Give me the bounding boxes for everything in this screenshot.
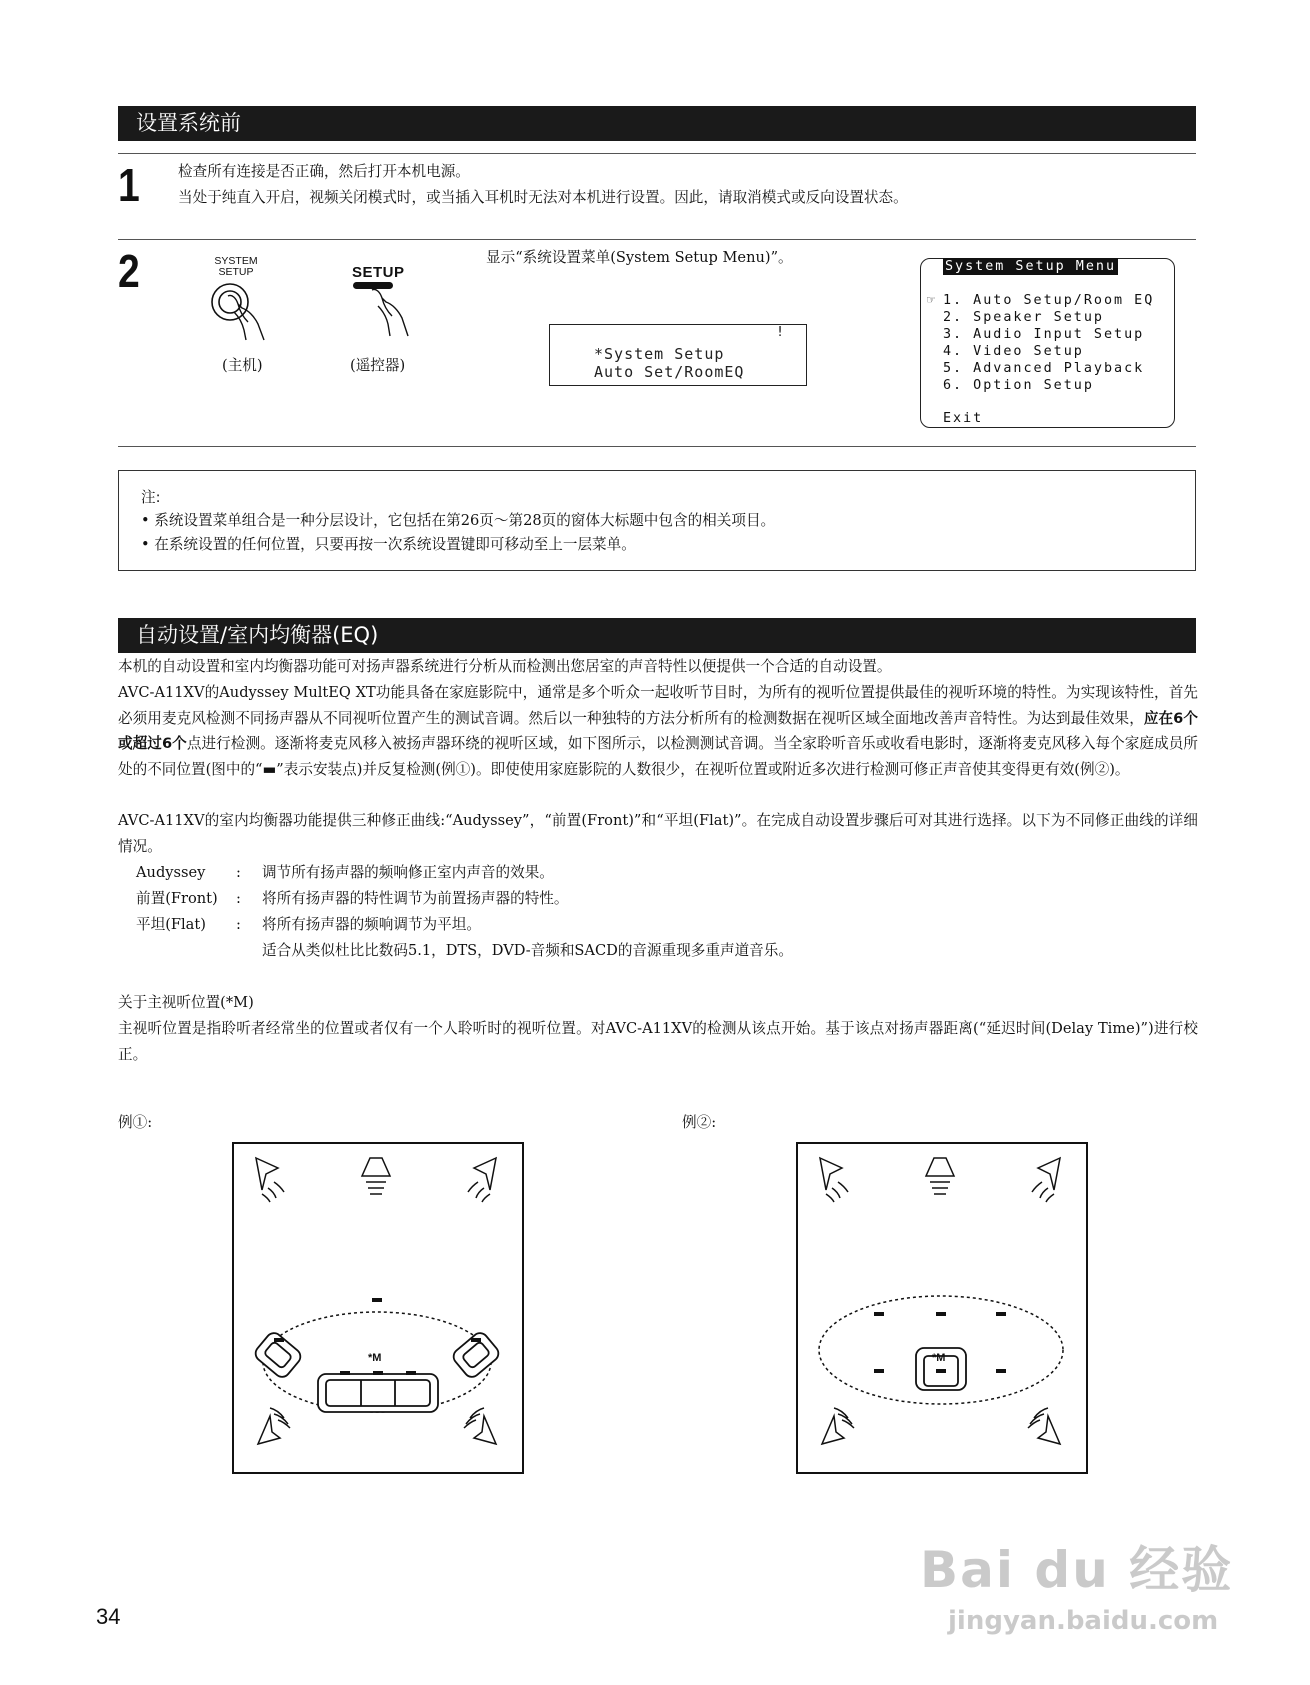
paragraph-multeq: AVC-A11XV的Audyssey MultEQ XT功能具备在家庭影院中，通常是多个听众一起收听节目时，为所有的视听位置提供最佳的视听环境的特性。为实现该特性，首先必须用麦克风检测不同扬声器从不同视听位置产生的测试音调。然后以一种独特的方法分析所有的检测数据在视听区域全面地改善声音特性。为达到最佳效果，应在6个或超过6个点进行检测。逐渐将麦克风移入被扬声器环绕的视听区域，如下图所示，以检测测试音调。当全家聆听音乐或收看电影时，逐渐将麦克风移入每个家庭成员所处的不同位置(图中的“▬”表示安装点)并反复检测(例①)。即使使用家庭影院的人数很少，在视听位置或附近多次进行检测可修正声音使其变得更有效(例②)。 (118, 684, 1198, 778)
note-bullet: • 系统设置菜单组合是一种分层设计，它包括在第26页～第28页的窗体大标题中包含的相关项目。 (141, 512, 776, 529)
speaker-surround-left-icon (822, 1408, 854, 1444)
mic-position-mark (340, 1371, 350, 1375)
mic-position-mark (372, 1298, 382, 1302)
remote-setup-label: SETUP (352, 264, 405, 281)
paragraph-main-position: 主视听位置是指聆听者经常坐的位置或者仅有一个人聆听时的视听位置。对AVC-A11XV的检测从该点开始。基于该点对扬声器距离(“延迟时间(Delay Time)”)进行校正。 (118, 1020, 1198, 1063)
osd-item[interactable]: 3. Audio Input Setup (943, 327, 1145, 342)
mic-position-mark (471, 1338, 481, 1342)
lcd-indicator: ! (776, 325, 784, 340)
osd-item[interactable]: 1. Auto Setup/Room EQ (943, 293, 1155, 308)
curve-name-front: 前置(Front) (136, 890, 218, 907)
watermark-url: jingyan.baidu.com (948, 1606, 1219, 1636)
section-title-before-setup: 设置系统前 (118, 106, 1196, 141)
main-position-label: *M (932, 1352, 946, 1364)
mic-position-mark (996, 1369, 1006, 1373)
page-number: 34 (96, 1604, 121, 1629)
note-box (118, 470, 1196, 571)
curve-sep: : (236, 916, 241, 933)
speaker-front-left-icon (256, 1158, 284, 1202)
main-position-label: *M (368, 1352, 382, 1364)
note-bullet: • 在系统设置的任何位置，只要再按一次系统设置键即可移动至上一层菜单。 (141, 536, 636, 553)
mic-position-mark (936, 1369, 946, 1373)
curve-desc-front: 将所有扬声器的特性调节为前置扬声器的特性。 (262, 890, 569, 907)
sofa-icon (318, 1374, 438, 1412)
curve-name-audyssey: Audyssey (136, 864, 206, 881)
mic-position-mark: ▬ (262, 760, 277, 778)
remote-setup-button[interactable] (352, 282, 432, 344)
pointing-hand-icon (372, 289, 408, 336)
main-unit-caption: (主机) (222, 357, 263, 374)
system-setup-menu-osd (920, 258, 1175, 428)
curve-desc-audyssey: 调节所有扬声器的频响修正室内声音的效果。 (262, 864, 554, 881)
system-setup-button-label: SYSTEM SETUP (214, 255, 258, 278)
speaker-surround-right-icon (464, 1408, 496, 1444)
watermark-brand: Bai du 经验 (920, 1541, 1234, 1599)
curve-sep: : (236, 864, 241, 881)
osd-item[interactable]: 5. Advanced Playback (943, 361, 1145, 376)
pointing-hand-icon (228, 295, 264, 340)
front-panel-display (549, 324, 807, 386)
paragraph-curves: AVC-A11XV的室内均衡器功能提供三种修正曲线:“Audyssey”，“前置(Front)”和“平坦(Flat)”。在完成自动设置步骤后可对其进行选择。以下为不同修正曲线的详细情况。 (118, 812, 1198, 855)
speaker-surround-left-icon (258, 1408, 290, 1444)
osd-exit[interactable]: Exit (943, 411, 984, 426)
mic-position-mark (373, 1371, 383, 1375)
mic-position-mark (874, 1312, 884, 1316)
osd-item[interactable]: 4. Video Setup (943, 344, 1084, 359)
speaker-front-left-icon (820, 1158, 848, 1202)
speaker-front-right-icon (1032, 1158, 1060, 1202)
example-2-label: 例②: (682, 1114, 717, 1131)
example-1-room-diagram (232, 1142, 524, 1474)
example-2-room-diagram (796, 1142, 1088, 1474)
step1-line-2: 当处于纯直入开启，视频关闭模式时，或当插入耳机时无法对本机进行设置。因此，请取消模式或反向设置状态。 (178, 189, 908, 206)
curve-desc-flat-extra: 适合从类似杜比比数码5.1，DTS，DVD-音频和SACD的音源重现多重声道音乐。 (262, 942, 793, 959)
example-1-label: 例①: (118, 1114, 153, 1131)
main-position-title: 关于主视听位置(*M) (118, 994, 254, 1011)
osd-title: System Setup Menu (945, 259, 1117, 274)
divider (118, 239, 1196, 240)
speaker-front-right-icon (468, 1158, 496, 1202)
step-number-1: 1 (118, 159, 140, 211)
osd-item[interactable]: 2. Speaker Setup (943, 310, 1104, 325)
mic-position-mark (406, 1371, 416, 1375)
mic-position-mark (274, 1338, 284, 1342)
curve-sep: : (236, 890, 241, 907)
speaker-surround-right-icon (1028, 1408, 1060, 1444)
mic-position-mark (996, 1312, 1006, 1316)
curve-desc-flat: 将所有扬声器的频响调节为平坦。 (262, 916, 481, 933)
step-number-2: 2 (118, 245, 140, 297)
mic-position-mark (874, 1369, 884, 1373)
section-title-auto-setup: 自动设置/室内均衡器(EQ) (118, 618, 1196, 653)
osd-item[interactable]: 6. Option Setup (943, 378, 1094, 393)
speaker-center-icon (362, 1158, 390, 1194)
display-description: 显示“系统设置菜单(System Setup Menu)”。 (486, 249, 793, 266)
mic-position-mark (936, 1312, 946, 1316)
lcd-line-1: *System Setup (594, 345, 725, 363)
system-setup-button[interactable] (208, 282, 288, 344)
divider (118, 446, 1196, 447)
note-title: 注: (141, 489, 161, 506)
remote-caption: (遥控器) (350, 357, 406, 374)
curve-name-flat: 平坦(Flat) (136, 916, 206, 933)
divider (118, 153, 1196, 154)
step1-line-1: 检查所有连接是否正确，然后打开本机电源。 (178, 163, 470, 180)
lcd-line-2: Auto Set/RoomEQ (594, 363, 745, 381)
cursor-hand-icon: ☞ (927, 293, 938, 308)
speaker-center-icon (926, 1158, 954, 1194)
paragraph-intro: 本机的自动设置和室内均衡器功能可对扬声器系统进行分析从而检测出您居室的声音特性以便提供一个合适的自动设置。 (118, 658, 892, 675)
